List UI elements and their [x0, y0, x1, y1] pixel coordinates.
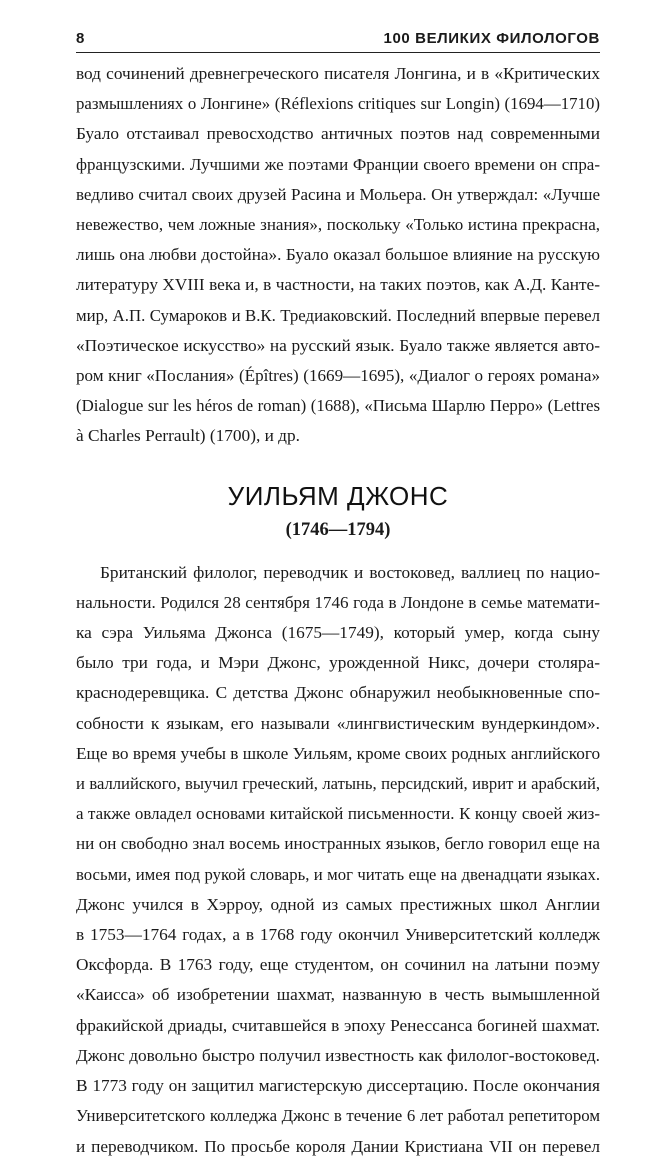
section-title: УИЛЬЯМ ДЖОНС: [227, 480, 449, 511]
text-line: лишь она любви достойна». Буало оказал большое влияние на русскую: [76, 245, 600, 265]
text-line: «Поэтическое искусство» на русский язык. Буало также является авто-: [76, 335, 600, 355]
text-line: невежество, чем ложные знания», поскольку «Только истина прекрасна,: [76, 215, 600, 235]
text-line: в 1753—1764 годах, а в 1768 году окончил Университетский колледж: [76, 925, 600, 945]
page-number: 8: [76, 30, 85, 47]
text-line: фракийской дриады, считавшейся в эпоху Ренессанса богиней шахмат.: [76, 1015, 600, 1035]
text-line: Джонс учился в Хэрроу, одной из самых престижных школ Англии: [76, 894, 600, 914]
text-line: размышлениях о Лонгине» (Réflexions critiques sur Longin) (1694—1710): [76, 94, 600, 114]
text-line: и переводчиком. По просьбе короля Дании Кристиана VII он перевел: [76, 1136, 600, 1156]
text-line: было три года, и Мэри Джонс, урожденной Никс, дочери столяра-: [76, 653, 600, 673]
text-line: Буало отстаивал превосходство античных поэтов над современными: [76, 124, 600, 144]
text-line: ведливо считал своих друзей Расина и Мольера. Он утверждал: «Лучше: [76, 184, 600, 204]
text-line: нальности. Родился 28 сентября 1746 года в Лондоне в семье математи-: [76, 592, 600, 612]
text-line: Оксфорда. В 1763 году, еще студентом, он сочинил на латыни поэму: [76, 955, 600, 975]
section-heading: [76, 480, 600, 544]
text-line: краснодеревщика. С детства Джонс обнаружил необыкновенные спо-: [76, 683, 600, 703]
text-line: ром книг «Послания» (Épîtres) (1669—1695), «Диалог о героях романа»: [76, 366, 600, 386]
book-page: [76, 30, 600, 1162]
text-line: мир, А.П. Сумароков и В.К. Тредиаковский. Последний впервые перевел: [76, 305, 600, 325]
text-line: ка сэра Уильяма Джонса (1675—1749), который умер, когда сыну: [76, 623, 600, 643]
text-line: à Charles Perrault) (1700), и др.: [76, 426, 300, 446]
previous-article-text: [76, 59, 600, 452]
text-line: Еще во время учебы в школе Уильям, кроме своих родных английского: [76, 743, 601, 763]
text-line: Университетского колледжа Джонс в течение 6 лет работал репетитором: [76, 1106, 600, 1126]
text-line: ни он свободно знал восемь иностранных языков, бегло говорил еще на: [76, 834, 600, 854]
section-years: (1746—1794): [285, 519, 391, 540]
text-line: и валлийского, выучил греческий, латынь, персидский, иврит и арабский,: [76, 774, 600, 794]
text-line: а также овладел основами китайской письменности. К концу своей жиз-: [76, 804, 600, 824]
running-title: 100 ВЕЛИКИХ ФИЛОЛОГОВ: [383, 30, 600, 47]
text-line: собности к языкам, его называли «лингвистическим вундеркиндом».: [76, 713, 600, 733]
text-line: В 1773 году он защитил магистерскую диссертацию. После окончания: [76, 1076, 600, 1096]
text-line: (Dialogue sur les héros de roman) (1688), «Письма Шарлю Перро» (Lettres: [76, 396, 600, 416]
text-line: вод сочинений древнегреческого писателя Лонгина, и в «Критических: [76, 64, 600, 83]
text-line: «Каисса» об изобретении шахмат, названную в честь вымышленной: [76, 985, 600, 1005]
text-line: литературу XVIII века и, в частности, на таких поэтов, как А.Д. Канте-: [76, 275, 600, 295]
text-line: Британский филолог, переводчик и востоковед, валлиец по нацио-: [100, 562, 600, 582]
page-header: [76, 30, 600, 53]
text-line: восьми, имея под рукой словарь, и мог читать еще на двенадцати языках.: [76, 864, 600, 884]
biography-text: [76, 558, 600, 1162]
text-line: французскими. Лучшими же поэтами Франции своего времени он спра-: [76, 154, 600, 174]
text-line: Джонс довольно быстро получил известность как филолог-востоковед.: [76, 1045, 600, 1065]
